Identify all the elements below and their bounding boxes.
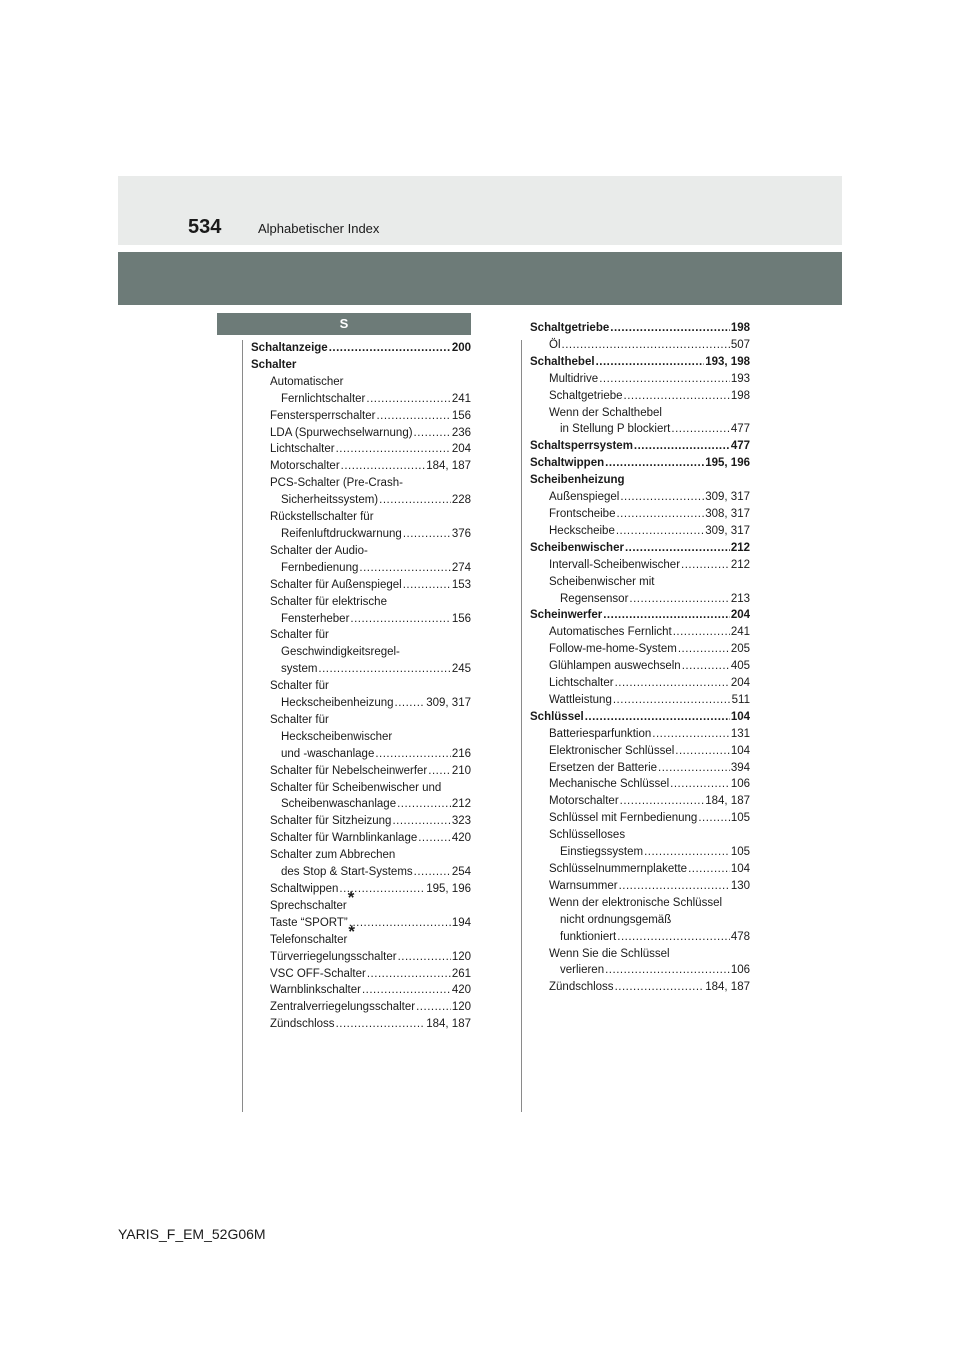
index-entry-page: 394 (730, 761, 750, 774)
index-entry-term: Ersetzen der Batterie (549, 761, 658, 774)
dot-leader (615, 675, 730, 692)
index-entry-page: 236 (451, 426, 471, 439)
index-entry-term: Batteriesparfunktion (549, 727, 652, 740)
index-entry (251, 661, 471, 678)
index-entry-page: 184, 187 (426, 460, 471, 473)
index-entry-term: funktioniert (560, 930, 617, 943)
index-entry-term: Wenn der elektronische Schlüssel (549, 896, 723, 909)
index-entry-page: 130 (730, 879, 750, 892)
index-entry-page: 212 (730, 558, 750, 571)
index-entry-page: 104 (730, 863, 750, 875)
index-entry-term: Schalter der Audio- (270, 544, 368, 557)
index-entry-term: Wenn Sie die Schlüssel (549, 947, 670, 960)
index-entry-page: 308, 317 (705, 507, 750, 520)
dot-leader (585, 709, 730, 726)
index-entry-page: 184, 187 (426, 1018, 471, 1031)
index-entry-term: Lichtschalter (270, 443, 335, 456)
index-entry-page: 106 (730, 964, 750, 977)
dot-leader (688, 861, 730, 878)
index-entry-term: Elektronischer Schlüssel (549, 744, 675, 757)
dot-leader (603, 607, 730, 624)
index-entry-term: Warnblinkschalter (270, 984, 361, 997)
index-entry-term: Schaltsperrsystem (530, 440, 633, 453)
index-entry (251, 560, 471, 577)
document-code: YARIS_F_EM_52G06M (118, 1226, 266, 1242)
index-entry-term: Sicherheitssystem) (281, 494, 379, 507)
index-entry-page: 241 (451, 392, 471, 405)
index-entry (530, 726, 750, 743)
index-entry-term: Regensensor (560, 592, 629, 605)
index-entry-term: nicht ordnungsgemäß (560, 913, 672, 926)
index-entry (530, 760, 750, 777)
index-entry-page: 212 (730, 541, 750, 554)
dot-leader (625, 540, 730, 557)
index-entry (530, 692, 750, 709)
index-entry-term: Außenspiegel (549, 491, 620, 504)
index-entry (251, 949, 471, 966)
index-entry-term: Schalthebel (530, 355, 595, 368)
index-entry-term: Wenn der Schalthebel (549, 406, 662, 419)
index-entry (251, 999, 471, 1016)
index-entry-term: Scheibenwaschanlage (281, 798, 397, 811)
index-entry (530, 438, 750, 455)
dot-leader (682, 658, 730, 675)
index-entry (251, 627, 471, 644)
dot-leader (596, 354, 705, 371)
index-entry-page: 261 (451, 967, 471, 980)
index-entry (530, 455, 750, 472)
index-entry-page: 210 (451, 764, 471, 777)
index-entry-page: 200 (451, 342, 471, 354)
dot-leader (403, 577, 451, 594)
index-entry-page: 274 (451, 561, 471, 574)
index-entry (530, 709, 750, 726)
dot-leader (615, 979, 705, 996)
index-entry-page: 477 (730, 423, 750, 436)
index-entry (530, 962, 750, 979)
index-entry-term: Fensterheber (281, 612, 350, 625)
index-entry (251, 644, 471, 661)
index-entry-term: Schalter zum Abbrechen (270, 849, 396, 862)
index-entry-page: 245 (451, 663, 471, 676)
index-entry (251, 492, 471, 509)
index-entry-page: 204 (730, 677, 750, 690)
dot-leader (675, 743, 730, 760)
index-entry-page: 194 (451, 916, 471, 929)
index-entry (251, 374, 471, 391)
index-entry-term: Schlüssel mit Fernbedienung (549, 812, 698, 825)
dot-leader (673, 624, 730, 641)
index-entry-page: 193 (730, 372, 750, 385)
index-entry-term: Scheibenwischer (530, 541, 624, 554)
index-entry-page: 511 (731, 693, 750, 706)
dot-leader (698, 810, 730, 827)
dot-leader (681, 557, 730, 574)
index-entry-term: Lichtschalter (549, 677, 614, 690)
section-title: Alphabetischer Index (258, 221, 380, 236)
index-entry (251, 729, 471, 746)
index-entry-term: Multidrive (549, 372, 599, 385)
index-entry-term: Schaltwippen (530, 457, 605, 470)
dot-leader (629, 591, 729, 608)
index-entry-page: 478 (730, 930, 750, 943)
index-entry-term: Fernlichtschalter (281, 392, 366, 405)
index-entry-page: 213 (730, 592, 750, 605)
index-entry-term: und -waschanlage (281, 747, 375, 760)
column-divider-right (521, 340, 522, 1112)
index-entry (530, 844, 750, 861)
dot-leader (617, 929, 730, 946)
index-entry-term: Reifenluftdruckwarnung (281, 527, 402, 540)
index-entry (530, 354, 750, 371)
index-entry (251, 543, 471, 560)
index-entry-term: Telefonschalter (270, 933, 348, 946)
dot-leader (562, 337, 730, 354)
index-entry-term: des Stop & Start-Systems (281, 866, 413, 879)
index-entry-term: Schaltanzeige (251, 342, 328, 354)
dot-leader (397, 796, 451, 813)
index-entry (530, 827, 750, 844)
dot-leader (610, 320, 730, 337)
index-column-right (530, 320, 750, 996)
dot-leader (403, 526, 451, 543)
page-number: 534 (188, 216, 222, 238)
index-entry (251, 458, 471, 475)
index-entry-term: Schalter für Nebelscheinwerfer (270, 764, 428, 777)
index-entry-term: Taste “SPORT” (270, 916, 348, 929)
index-entry (251, 441, 471, 458)
index-entry (530, 658, 750, 675)
dot-leader (605, 962, 730, 979)
index-entry-term: Schaltwippen (270, 883, 339, 895)
index-entry-term: Automatischer (270, 375, 344, 388)
dot-leader (375, 746, 450, 763)
index-entry (251, 982, 471, 999)
dot-leader (605, 455, 704, 472)
index-entry-term: Rückstellschalter für (270, 511, 374, 524)
index-entry-page: 184, 187 (705, 981, 750, 994)
dot-leader (634, 438, 730, 455)
dot-leader (379, 492, 451, 509)
index-entry (530, 793, 750, 810)
index-entry (530, 320, 750, 337)
index-entry-page: 153 (451, 578, 471, 591)
index-entry-term: Schlüssel (530, 710, 584, 723)
index-entry-term: Schalter für (270, 629, 329, 642)
index-entry (251, 509, 471, 526)
dot-leader (620, 489, 704, 506)
dot-leader (671, 421, 729, 438)
index-entry-term: Schalter für Scheibenwischer und (270, 781, 442, 794)
index-entry-term: Schlüsselnummernplakette (549, 863, 688, 875)
index-entry-page: 204 (451, 443, 471, 456)
index-entry (530, 946, 750, 963)
index-entry (530, 776, 750, 793)
index-entry (530, 540, 750, 557)
dot-leader (416, 999, 451, 1016)
index-entry-page: 228 (451, 494, 471, 507)
index-entry-term: Heckscheibenheizung (281, 697, 394, 710)
index-entry (530, 743, 750, 760)
index-entry-page: 212 (451, 798, 471, 811)
index-entry (251, 340, 471, 357)
index-entry (530, 371, 750, 388)
dot-leader (616, 523, 704, 540)
index-entry (251, 864, 471, 881)
index-entry-page: 309, 317 (705, 491, 750, 504)
index-entry-page: 405 (730, 660, 750, 673)
index-entry (530, 472, 750, 489)
index-entry-page: 156 (451, 409, 471, 422)
index-entry (530, 421, 750, 438)
index-entry-term: Follow-me-home-System (549, 643, 677, 656)
header-band (118, 176, 842, 245)
index-entry-term: Zündschloss (549, 981, 614, 994)
index-entry-term: Glühlampen auswechseln (549, 660, 681, 673)
index-entry-page: 105 (730, 846, 750, 859)
index-entry (530, 489, 750, 506)
dot-leader (414, 425, 451, 442)
column-divider-left (242, 340, 243, 1112)
index-entry-term: Schaltgetriebe (530, 322, 610, 334)
index-entry-term: Schaltgetriebe (549, 389, 623, 402)
index-entry-term: Fenstersperrschalter (270, 409, 376, 422)
index-entry-term: Geschwindigkeitsregel- (281, 646, 400, 659)
index-entry-page: 507 (730, 338, 750, 351)
index-entry-term: in Stellung P blockiert (560, 423, 671, 436)
index-entry-page: 420 (451, 832, 471, 845)
index-entry-term: Scheibenwischer mit (549, 575, 655, 588)
index-entry-page: 193, 198 (705, 355, 750, 368)
dot-leader (362, 982, 451, 999)
index-entry-page: 376 (451, 527, 471, 540)
index-entry-term: Motorschalter (549, 795, 619, 808)
index-entry-term: Schlüsselloses (549, 829, 626, 842)
index-entry (251, 763, 471, 780)
dot-leader (414, 864, 451, 881)
index-entry-term: Sprechschalter (270, 899, 347, 912)
index-entry (251, 611, 471, 628)
index-entry-term: PCS-Schalter (Pre-Crash- (270, 477, 403, 490)
index-entry-page: 120 (451, 1001, 471, 1014)
index-entry-term: Einstiegssystem (560, 846, 644, 859)
index-entry (530, 506, 750, 523)
index-entry (251, 425, 471, 442)
index-entry-page: 420 (451, 984, 471, 997)
index-entry (251, 780, 471, 797)
dot-leader (658, 760, 730, 777)
index-entry (530, 337, 750, 354)
index-entry-term: Schalter für (270, 680, 329, 693)
index-entry-page: 104 (730, 710, 750, 723)
dot-leader (341, 458, 426, 475)
index-entry-term: Schalter für Außenspiegel (270, 578, 402, 591)
index-entry-term: Zündschloss (270, 1018, 335, 1031)
index-entry (251, 966, 471, 983)
dot-leader (652, 726, 730, 743)
index-entry-term: Heckscheibenwischer (281, 730, 393, 743)
index-column-left (251, 340, 471, 1033)
index-letter-tab: S (217, 313, 471, 335)
index-entry (251, 712, 471, 729)
index-entry (530, 878, 750, 895)
index-entry-term: Fernbedienung (281, 561, 359, 574)
index-entry (251, 526, 471, 543)
index-entry-page: 156 (451, 612, 471, 625)
index-entry (530, 388, 750, 405)
dot-leader (620, 793, 705, 810)
index-entry-term: Automatisches Fernlicht (549, 626, 672, 639)
dot-leader (336, 1016, 426, 1033)
index-entry (251, 915, 471, 932)
index-entry-term: LDA (Spurwechselwarnung) (270, 426, 413, 439)
index-entry-term: Schalter (251, 358, 297, 371)
dot-leader (398, 949, 451, 966)
index-entry-page: 106 (730, 778, 750, 791)
index-entry-term: Motorschalter (270, 460, 340, 473)
index-entry-term: Schalter für Sitzheizung (270, 815, 392, 828)
index-entry (251, 594, 471, 611)
dot-leader (367, 966, 451, 983)
index-entry (530, 624, 750, 641)
index-entry-term: Mechanische Schlüssel (549, 778, 670, 791)
index-entry (530, 405, 750, 422)
index-entry (251, 881, 471, 898)
dot-leader (349, 915, 451, 932)
index-entry-page: 198 (730, 389, 750, 402)
index-entry-page: 195, 196 (705, 457, 750, 470)
index-entry-page: 241 (730, 626, 750, 639)
index-entry-term: Türverriegelungsschalter (270, 950, 397, 963)
index-entry (251, 746, 471, 763)
index-entry-term: Zentralverriegelungsschalter (270, 1001, 416, 1014)
index-entry (530, 810, 750, 827)
index-entry-page: 195, 196 (426, 883, 471, 895)
index-entry (251, 357, 471, 374)
index-entry-term: Schalter für Warnblinkanlage (270, 832, 418, 845)
index-entry-term: verlieren (560, 964, 605, 977)
index-entry (251, 847, 471, 864)
dot-leader (616, 506, 704, 523)
index-entry (530, 912, 750, 929)
index-entry-term: Heckscheibe (549, 524, 615, 537)
index-entry-page: 105 (730, 812, 750, 825)
dot-leader (329, 340, 451, 357)
index-entry: Sprechschalter * (251, 898, 471, 915)
index-entry-term: VSC OFF-Schalter (270, 967, 366, 980)
index-entry-page: 477 (730, 440, 750, 453)
dot-leader (624, 388, 730, 405)
index-entry (251, 678, 471, 695)
index-entry-term: Intervall-Scheibenwischer (549, 558, 681, 571)
index-entry-term: Frontscheibe (549, 507, 616, 520)
index-entry-page: 323 (451, 815, 471, 828)
index-entry (251, 830, 471, 847)
index-entry-page: 184, 187 (705, 795, 750, 808)
index-entry (530, 523, 750, 540)
index-entry (530, 979, 750, 996)
index-entry-term: Scheibenheizung (530, 474, 625, 487)
dot-leader (619, 878, 730, 895)
dot-leader (678, 641, 730, 658)
index-entry (251, 695, 471, 712)
index-entry (251, 577, 471, 594)
index-entry (251, 1016, 471, 1033)
index-entry: Telefonschalter * (251, 932, 471, 949)
index-entry (530, 574, 750, 591)
index-entry-page: 309, 317 (426, 697, 471, 710)
index-entry-term: Scheinwerfer (530, 609, 603, 622)
dot-leader (336, 441, 451, 458)
index-entry-page: 309, 317 (705, 524, 750, 537)
index-entry (251, 408, 471, 425)
index-entry (530, 607, 750, 624)
dot-leader (428, 763, 451, 780)
dot-leader (366, 391, 450, 408)
index-entry-term: Öl (549, 338, 561, 351)
index-entry-page: 205 (730, 643, 750, 656)
dot-leader (376, 408, 450, 425)
index-entry-page: 131 (730, 727, 750, 740)
index-entry (251, 391, 471, 408)
index-entry (530, 557, 750, 574)
index-entry (251, 796, 471, 813)
dot-leader (613, 692, 731, 709)
index-entry (530, 929, 750, 946)
index-entry-page: 216 (451, 747, 471, 760)
index-entry-term: Schalter für (270, 713, 329, 726)
index-entry-page: 120 (451, 950, 471, 963)
index-entry-page: 204 (730, 609, 750, 622)
dot-leader (599, 371, 730, 388)
index-entry-page: 104 (730, 744, 750, 757)
index-entry (530, 895, 750, 912)
index-entry-term: system (281, 663, 318, 676)
dot-leader (670, 776, 730, 793)
dot-leader (395, 695, 426, 712)
dot-leader (318, 661, 450, 678)
dot-leader (350, 611, 450, 628)
index-entry (251, 475, 471, 492)
index-entry (530, 641, 750, 658)
index-entry-term: Wattleistung (549, 693, 612, 706)
index-entry (251, 813, 471, 830)
dot-leader (359, 560, 450, 577)
dot-leader (392, 813, 450, 830)
dot-leader (644, 844, 730, 861)
index-entry-page: 254 (451, 866, 471, 879)
dot-leader (418, 830, 451, 847)
section-band (118, 252, 842, 305)
index-entry (530, 675, 750, 692)
index-entry-term: Warnsummer (549, 879, 618, 892)
index-entry (530, 591, 750, 608)
index-entry-page: 198 (730, 322, 750, 334)
index-entry (530, 861, 750, 878)
index-entry-term: Schalter für elektrische (270, 595, 387, 608)
